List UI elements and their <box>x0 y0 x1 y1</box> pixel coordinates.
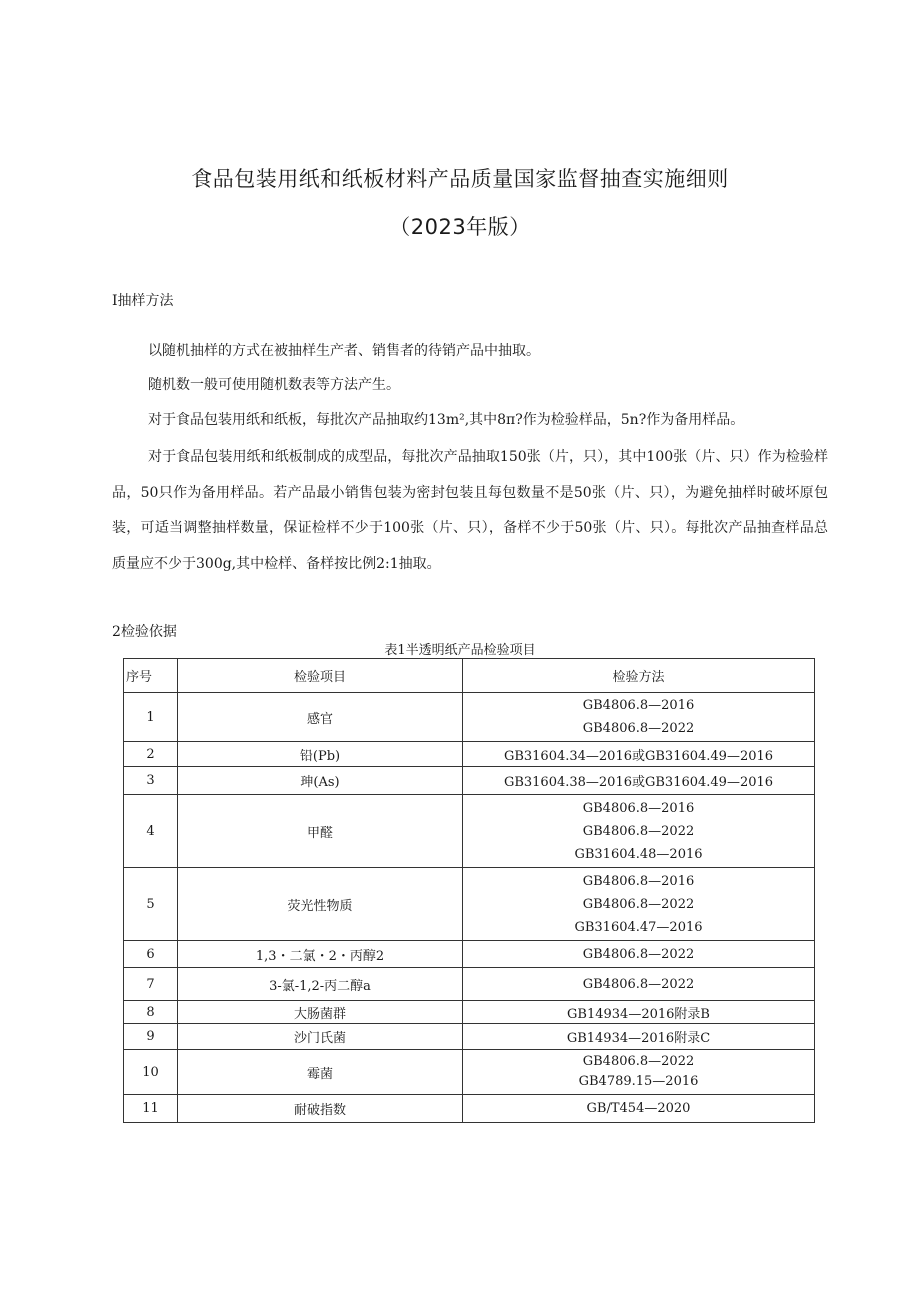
table-row <box>124 941 815 968</box>
row-methods <box>463 795 815 868</box>
table-header-row <box>124 659 815 693</box>
row-item: 甲醛 <box>178 795 463 868</box>
method-line: GB31604.47—2016 <box>574 919 703 935</box>
table-row <box>124 767 815 795</box>
table-row <box>124 795 815 868</box>
row-methods <box>463 868 815 941</box>
row-methods <box>463 1050 815 1095</box>
method-line: GB4806.8—2022 <box>582 1054 695 1069</box>
row-methods: GB14934—2016附录B <box>463 1001 815 1024</box>
row-methods: GB14934—2016附录C <box>463 1024 815 1050</box>
section-heading-sampling: I抽样方法 <box>112 293 174 309</box>
row-methods: GB/T454—2020 <box>463 1095 815 1123</box>
row-number: 4 <box>124 795 178 868</box>
table-row <box>124 1095 815 1123</box>
row-item: 霉菌 <box>178 1050 463 1095</box>
paragraph: 对于食品包装用纸和纸板制成的成型品，每批次产品抽取150张（片，只），其中100张（片、只）作为检验样品，50只作为备用样品。若产品最小销售包装为密封包装且每包数量不是50张（片、只），为避免抽样时破坏原包装，可适当调整抽样数量，保证检样不少于100张（片、只），备样不少于50张（片、只）。每批次产品抽查样品总质量应不少于300g,其中检样、备样按比例2:1抽取。 <box>112 449 828 572</box>
row-number: 5 <box>124 868 178 941</box>
row-item: 铅(Pb) <box>178 742 463 767</box>
row-number: 9 <box>124 1024 178 1050</box>
row-methods: GB4806.8—2022 <box>463 968 815 1001</box>
row-methods: GB31604.38—2016或GB31604.49—2016 <box>463 767 815 795</box>
table-row <box>124 868 815 941</box>
row-methods: GB31604.34—2016或GB31604.49—2016 <box>463 742 815 767</box>
method-line: GB4789.15—2016 <box>578 1074 699 1089</box>
row-number: 11 <box>124 1095 178 1123</box>
row-number: 1 <box>124 693 178 742</box>
document-edition: （2023年版） <box>389 215 531 239</box>
column-header-no: 序号 <box>124 659 178 693</box>
row-number: 3 <box>124 767 178 795</box>
row-number: 2 <box>124 742 178 767</box>
row-item: 珅(As) <box>178 767 463 795</box>
table-row <box>124 1024 815 1050</box>
method-line: GB31604.48—2016 <box>574 846 703 862</box>
row-item: 感官 <box>178 693 463 742</box>
table-row <box>124 1050 815 1095</box>
row-item: 耐破指数 <box>178 1095 463 1123</box>
row-number: 7 <box>124 968 178 1001</box>
row-methods <box>463 693 815 742</box>
method-line: GB4806.8—2022 <box>582 896 695 912</box>
table-row <box>124 693 815 742</box>
table-row <box>124 968 815 1001</box>
inspection-items-table <box>123 658 815 1123</box>
column-header-method: 检验方法 <box>463 659 815 693</box>
method-line: GB4806.8—2022 <box>582 721 695 736</box>
row-methods: GB4806.8—2022 <box>463 941 815 968</box>
table-caption: 表1半透明纸产品检验项目 <box>384 643 536 658</box>
method-line: GB4806.8—2016 <box>582 873 695 889</box>
paragraph: 随机数一般可使用随机数表等方法产生。 <box>148 377 400 393</box>
column-header-item: 检验项目 <box>178 659 463 693</box>
table-row <box>124 742 815 767</box>
row-number: 6 <box>124 941 178 968</box>
row-number: 8 <box>124 1001 178 1024</box>
method-line: GB4806.8—2016 <box>582 698 695 713</box>
paragraph: 对于食品包装用纸和纸板，每批次产品抽取约13m²,其中8π?作为检验样品，5n?作为备用样品。 <box>148 412 745 428</box>
row-item: 荧光性物质 <box>178 868 463 941</box>
paragraph: 以随机抽样的方式在被抽样生产者、销售者的待销产品中抽取。 <box>148 343 540 359</box>
row-item: 3-氯-1,2-丙二醇a <box>178 968 463 1001</box>
row-item: 1,3・二氯・2・丙醇2 <box>178 941 463 968</box>
row-number: 10 <box>124 1050 178 1095</box>
method-line: GB4806.8—2016 <box>582 800 695 816</box>
row-item: 沙门氏菌 <box>178 1024 463 1050</box>
row-item: 大肠菌群 <box>178 1001 463 1024</box>
section-heading-basis: 2检验依据 <box>112 624 177 640</box>
table-row <box>124 1001 815 1024</box>
method-line: GB4806.8—2022 <box>582 823 695 839</box>
document-title: 食品包装用纸和纸板材料产品质量国家监督抽查实施细则 <box>191 167 729 191</box>
